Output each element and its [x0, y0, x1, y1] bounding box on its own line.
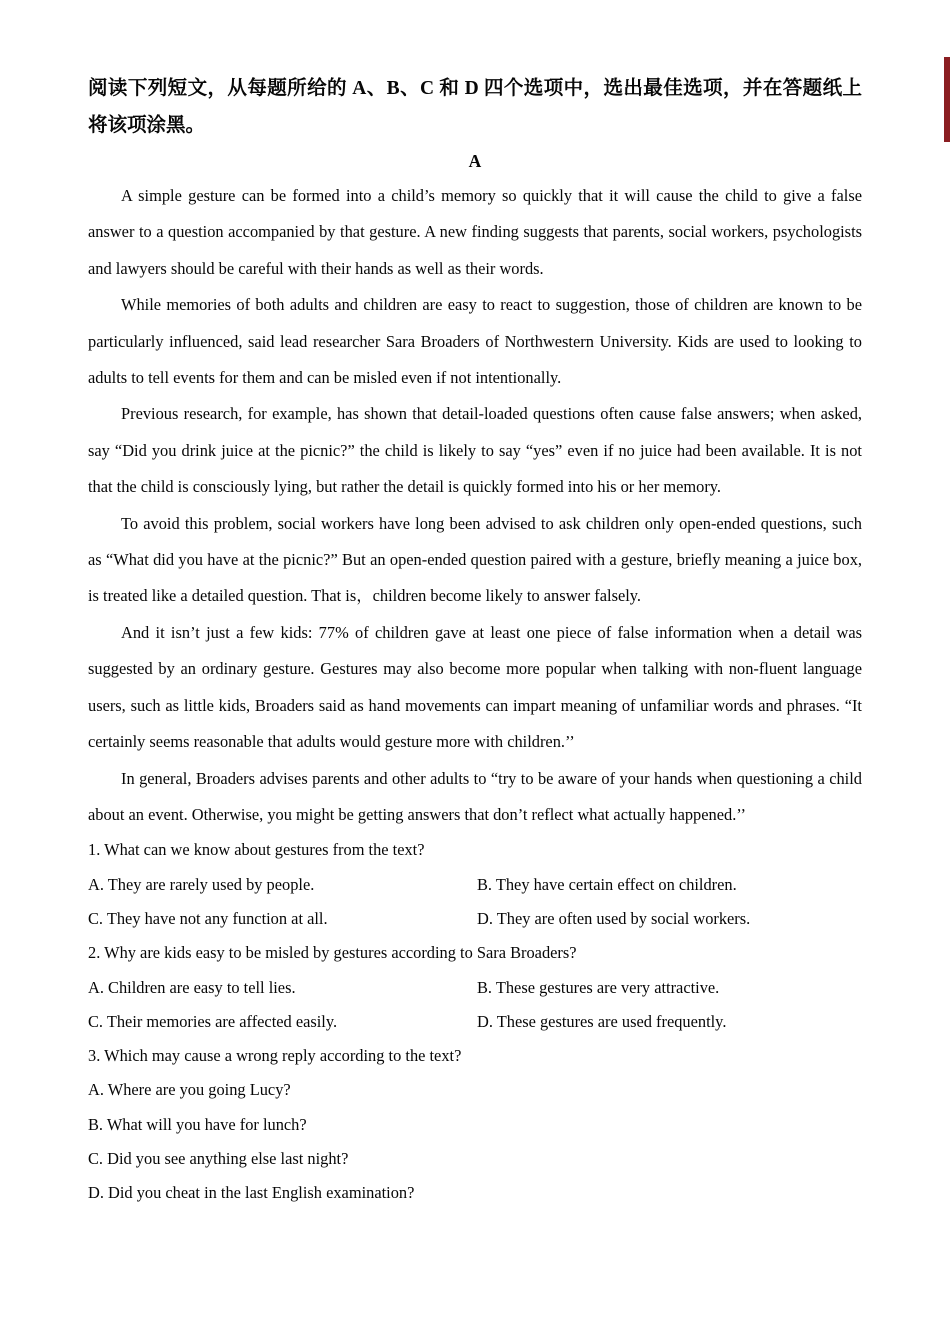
question-3-option-d: D. Did you cheat in the last English examination? — [88, 1183, 415, 1203]
question-1 — [88, 833, 862, 936]
question-3-option-a: A. Where are you going Lucy? — [88, 1080, 291, 1100]
question-1-options — [88, 868, 862, 937]
passage-paragraph-4: To avoid this problem, social workers have long been advised to ask children only open-ended questions, such as “What did you have at the picnic?” But an open-ended question paired with a gesture, briefly meaning a juice box, is treated like a detailed question. That is，children become likely to answer falsely. — [88, 513, 862, 606]
reading-passage — [88, 178, 862, 833]
passage-paragraph-5: And it isn’t just a few kids: 77% of children gave at least one piece of false information when a detail was suggested by an ordinary gesture. Gestures may also become more popular when talking with non-fluent language users, such as little kids, Broaders said as hand movements can impart meaning of unfamiliar words and phrases. “It certainly seems reasonable that adults would gesture more with children.’’ — [88, 622, 862, 752]
question-2-option-c: C. Their memories are affected easily. — [88, 1011, 338, 1031]
question-3 — [88, 1039, 862, 1210]
question-2-option-a: A. Children are easy to tell lies. — [88, 977, 296, 997]
question-3-option-c: C. Did you see anything else last night? — [88, 1148, 349, 1168]
question-1-option-d: D. They are often used by social workers. — [477, 908, 751, 928]
question-3-text: 3. Which may cause a wrong reply according to the text? — [88, 1046, 462, 1066]
passage-paragraph-1: A simple gesture can be formed into a child’s memory so quickly that it will cause the child to give a false answer to a question accompanied by that gesture. A new finding suggests that parents, social workers, psychologists and lawyers should be careful with their hands as well as their words. — [88, 186, 862, 278]
question-1-text: 1. What can we know about gestures from the text? — [88, 840, 425, 860]
question-2-option-d: D. These gestures are used frequently. — [477, 1011, 727, 1031]
question-2-text: 2. Why are kids easy to be misled by gestures according to Sara Broaders? — [88, 943, 577, 963]
question-2-option-b: B. These gestures are very attractive. — [477, 977, 720, 997]
passage-section-label: A — [468, 151, 482, 171]
question-1-option-c: C. They have not any function at all. — [88, 908, 328, 928]
question-1-option-b: B. They have certain effect on children. — [477, 874, 737, 894]
question-3-option-b: B. What will you have for lunch? — [88, 1114, 307, 1134]
passage-paragraph-2: While memories of both adults and children are easy to react to suggestion, those of children are known to be particularly influenced, said lead researcher Sara Broaders of Northwestern University. Kids are used to looking to adults to tell events for them and can be misled even if not intentionally. — [88, 295, 862, 388]
question-1-option-a: A. They are rarely used by people. — [88, 874, 315, 894]
question-2 — [88, 936, 862, 1039]
passage-paragraph-3: Previous research, for example, has shown that detail-loaded questions often cause false answers; when asked, say “Did you drink juice at the picnic?” the child is likely to say “yes” even if no juice had been available. It is not that the child is consciously lying, but rather the detail is quickly formed into his or her memory. — [88, 404, 862, 497]
question-2-options — [88, 971, 862, 1040]
passage-paragraph-6: In general, Broaders advises parents and other adults to “try to be aware of your hands when questioning a child about an event. Otherwise, you might be getting answers that don’t reflect what actually happened.’’ — [88, 768, 862, 824]
questions-section — [88, 833, 862, 1210]
question-3-options — [88, 1073, 862, 1210]
scrollbar-thumb[interactable] — [944, 57, 950, 142]
section-instructions: 阅读下列短文，从每题所给的 A、B、C 和 D 四个选项中，选出最佳选项，并在答题纸上将该项涂黑。 — [88, 78, 862, 136]
